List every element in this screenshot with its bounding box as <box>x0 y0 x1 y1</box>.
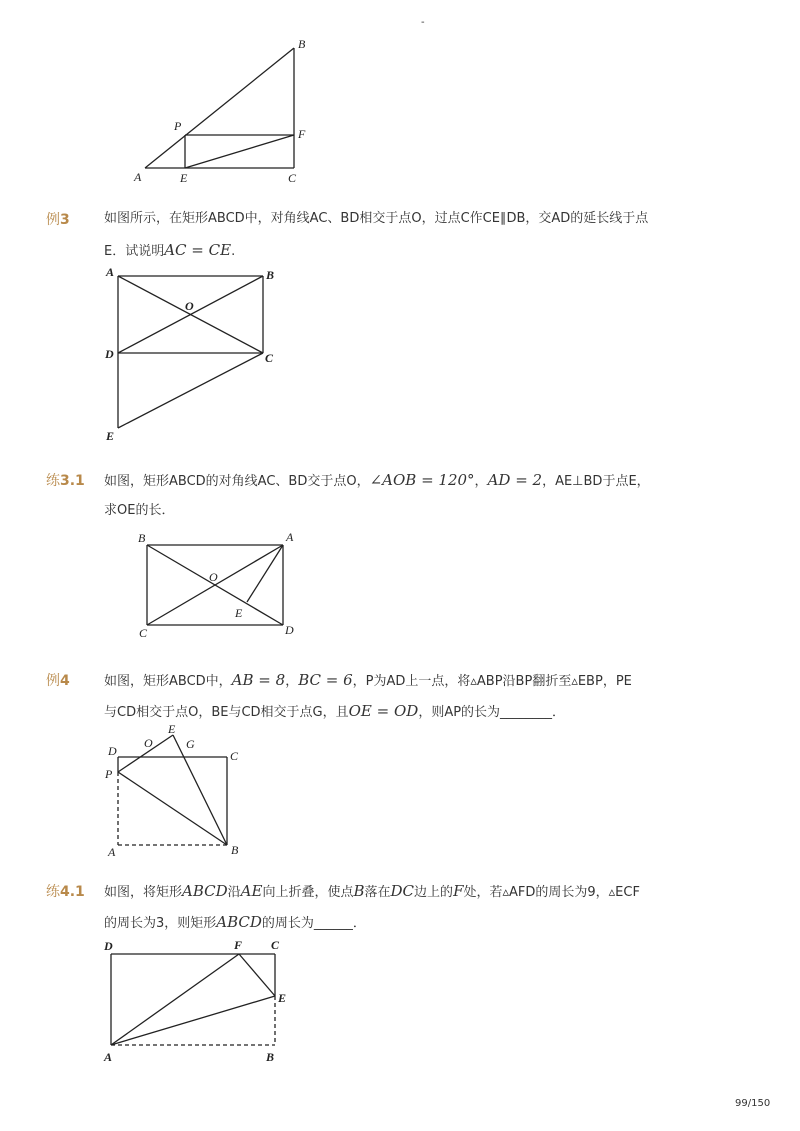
problem-text: 与CD相交于点O，BE与CD相交于点G，且OE = OD，则AP的长为________． <box>104 702 566 720</box>
practice-tag: 练3.1 <box>46 473 85 489</box>
example-tag: 例4 <box>46 673 70 689</box>
point-label: C <box>265 351 274 365</box>
point-label: O <box>209 570 218 584</box>
point-label: C <box>230 749 239 763</box>
point-label: D <box>108 744 117 758</box>
header-mark: - <box>421 17 425 28</box>
point-label: B <box>266 1050 275 1064</box>
point-label: E <box>180 171 188 185</box>
page-number: 99/150 <box>735 1098 771 1109</box>
point-label: E <box>106 429 115 443</box>
figure-ex3 <box>104 265 274 443</box>
point-label: F <box>234 938 243 952</box>
point-label: A <box>108 845 116 859</box>
point-label: A <box>104 1050 113 1064</box>
point-label: A <box>286 530 294 544</box>
problem-text: E．试说明AC = CE. <box>104 241 236 259</box>
point-label: D <box>105 347 114 361</box>
figure-pr41 <box>103 938 286 1064</box>
point-label: P <box>105 767 113 781</box>
problem-text: 如图所示，在矩形ABCD中，对角线AC、BD相交于点O，过点C作CE∥DB，交AD的延长线于点 <box>104 211 649 226</box>
point-label: C <box>288 171 297 185</box>
point-label: C <box>139 626 148 640</box>
point-label: O <box>185 299 194 313</box>
point-label: A <box>106 265 115 279</box>
point-label: B <box>231 843 239 857</box>
point-label: E <box>278 991 287 1005</box>
point-label: O <box>144 736 153 750</box>
point-label: G <box>186 737 195 751</box>
point-label: B <box>266 268 275 282</box>
practice-tag: 练4.1 <box>46 884 85 900</box>
problem-text: 如图，将矩形ABCD沿AE向上折叠，使点B落在DC边上的F处，若▵AFD的周长为9，▵ECF <box>104 882 640 900</box>
problem-text: 的周长为3，则矩形ABCD的周长为______． <box>104 913 366 931</box>
problem-text: 如图，矩形ABCD中，AB = 8，BC = 6，P为AD上一点，将▵ABP沿BP翻折至▵EBP，PE <box>104 671 632 689</box>
problem-text: 求OE的长． <box>104 503 175 518</box>
figure-pr31 <box>138 530 294 640</box>
point-label: D <box>104 939 113 953</box>
point-label: B <box>138 531 146 545</box>
point-label: A <box>134 170 142 184</box>
figure-1 <box>133 37 306 185</box>
problem-text: 如图，矩形ABCD的对角线AC、BD交于点O，∠AOB = 120°，AD = 2，AE⊥BD于点E， <box>104 471 650 489</box>
point-label: E <box>235 606 243 620</box>
figure-ex4 <box>104 722 239 859</box>
point-label: D <box>285 623 294 637</box>
point-label: B <box>298 37 306 51</box>
point-label: C <box>271 938 280 952</box>
example-tag: 例3 <box>46 212 70 228</box>
point-label: F <box>298 127 306 141</box>
point-label: E <box>168 722 176 736</box>
point-label: P <box>174 119 182 133</box>
